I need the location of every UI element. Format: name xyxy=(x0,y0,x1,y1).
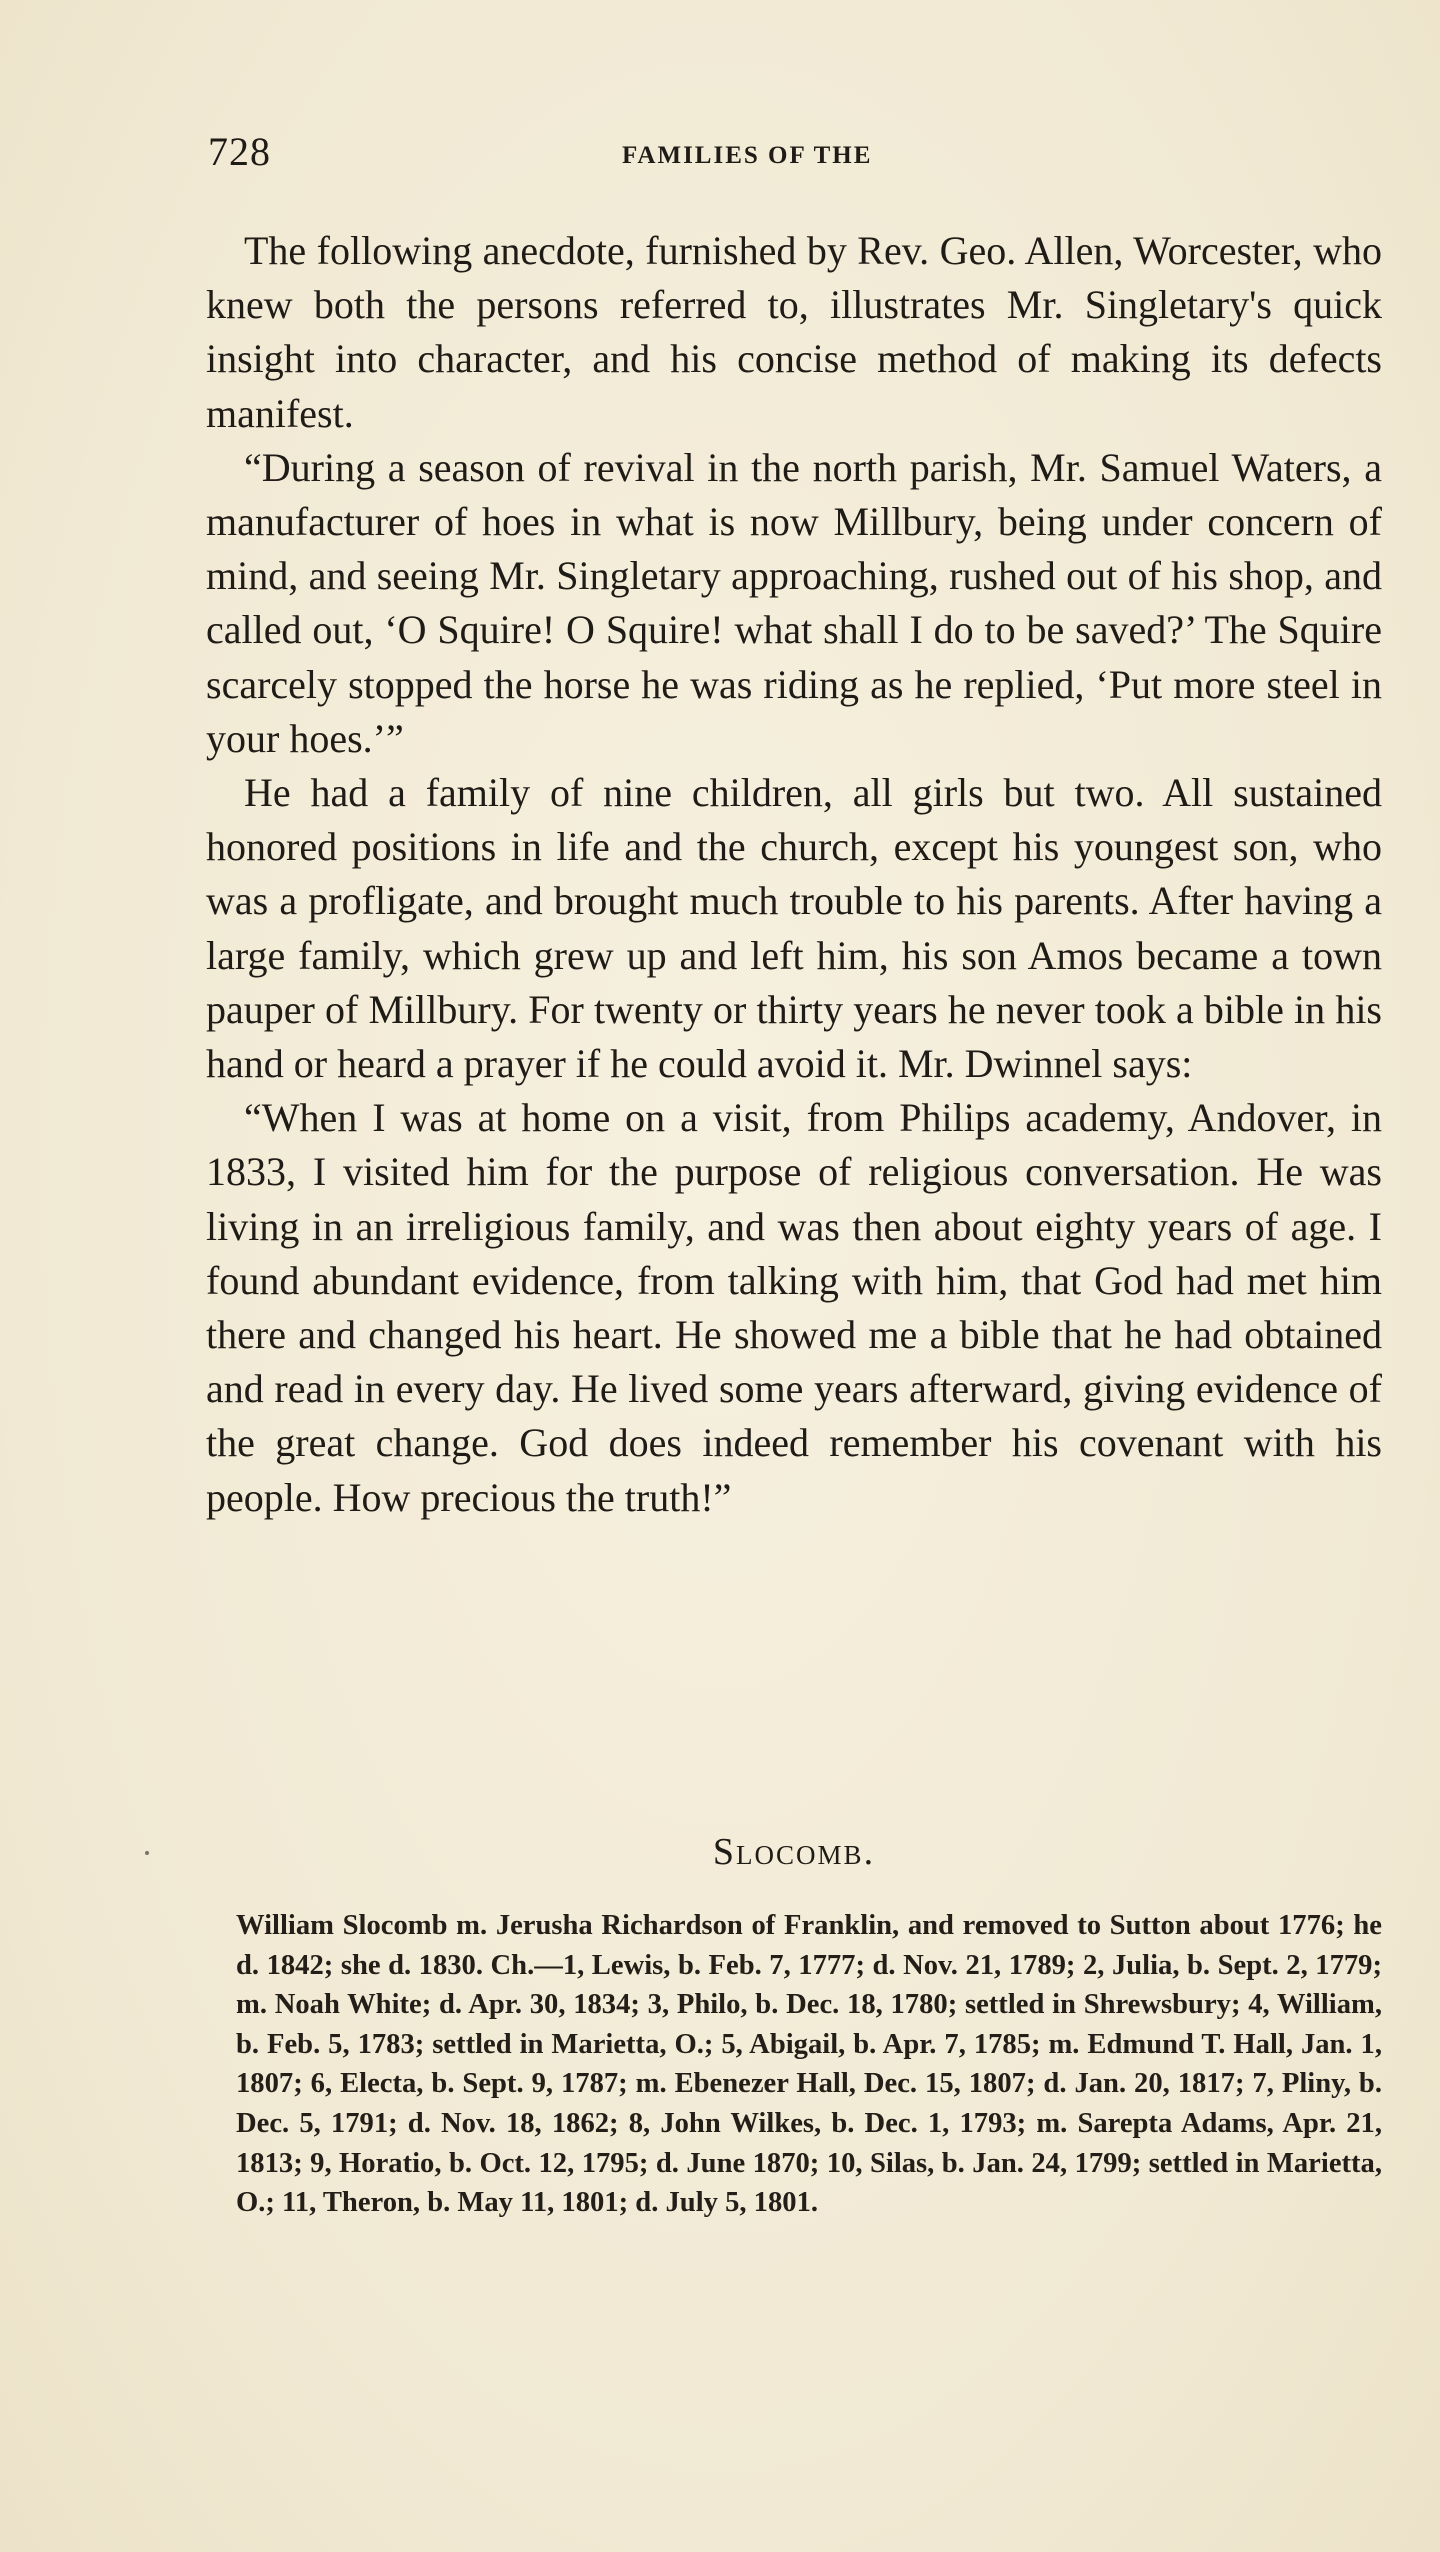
page-number: 728 xyxy=(208,129,271,174)
paragraph-family: He had a family of nine children, all girls but two. All sustained honored positions in life and the church, except his youngest son, who was a profligate, and brought much trouble to his parents. After having a large family, which grew up and left him, his son Amos became a town pauper of Millbury. For twenty or thirty years he never took a bible in his hand or heard a prayer if he could avoid it. Mr. Dwinnel says: xyxy=(206,770,1382,1087)
genealogy-text: William Slocomb m. Jerusha Richardson of Franklin, and removed to Sutton about 1776; he d. 1842; she d. 1830. Ch.—1, Lewis, b. Feb. 7, 1777; d. Nov. 21, 1789; 2, Julia, b. Sept. 2, 1779; m. Noah White; d. Apr. 30, 1834; 3, Philo, b. Dec. 18, 1780; settled in Shrewsbury; 4, William, b. Feb. 5, 1783; settled in Marietta, O.; 5, Abigail, b. Apr. 7, 1785; m. Edmund T. Hall, Jan. 1, 1807; 6, Electa, b. Sept. 9, 1787; m. Ebenezer Hall, Dec. 15, 1807; d. Jan. 20, 1817; 7, Pliny, b. Dec. 5, 1791; d. Nov. 18, 1862; 8, John Wilkes, b. Dec. 1, 1793; m. Sarepta Adams, Apr. 21, 1813; 9, Horatio, b. Oct. 12, 1795; d. June 1870; 10, Silas, b. Jan. 24, 1799; settled in Marietta, O.; 11, Theron, b. May 11, 1801; d. July 5, 1801. xyxy=(236,1910,1382,2219)
page-header xyxy=(208,128,1380,188)
running-head: FAMILIES OF THE xyxy=(622,142,873,169)
genealogy-entry xyxy=(236,1906,1382,2223)
print-speck xyxy=(145,1851,149,1855)
body-text xyxy=(206,224,1382,1525)
paragraph-dwinnel-quote: “When I was at home on a visit, from Philips academy, Andover, in 1833, I visited him for the purpose of religious conversation. He was living in an irreligious family, and was then about eighty years of age. I found abundant evidence, from talking with him, that God had met him there and changed his heart. He showed me a bible that he had obtained and read in every day. He lived some years afterward, giving evidence of the great change. God does indeed remember his covenant with his people. How precious the truth!” xyxy=(206,1095,1382,1520)
paragraph-anecdote-intro: The following anecdote, furnished by Rev. Geo. Allen, Worcester, who knew both the persons referred to, illustrates Mr. Singletary's quick insight into character, and his concise method of making its defects manifest. xyxy=(206,228,1382,436)
section-title: Slocomb. xyxy=(712,1831,876,1873)
paragraph-anecdote-quote: “During a season of revival in the north parish, Mr. Samuel Waters, a manufacturer of hoes in what is now Millbury, being under concern of mind, and seeing Mr. Singletary approaching, rushed out of his shop, and called out, ‘O Squire! O Squire! what shall I do to be saved?’ The Squire scarcely stopped the horse he was riding as he replied, ‘Put more steel in your hoes.’” xyxy=(206,444,1382,761)
